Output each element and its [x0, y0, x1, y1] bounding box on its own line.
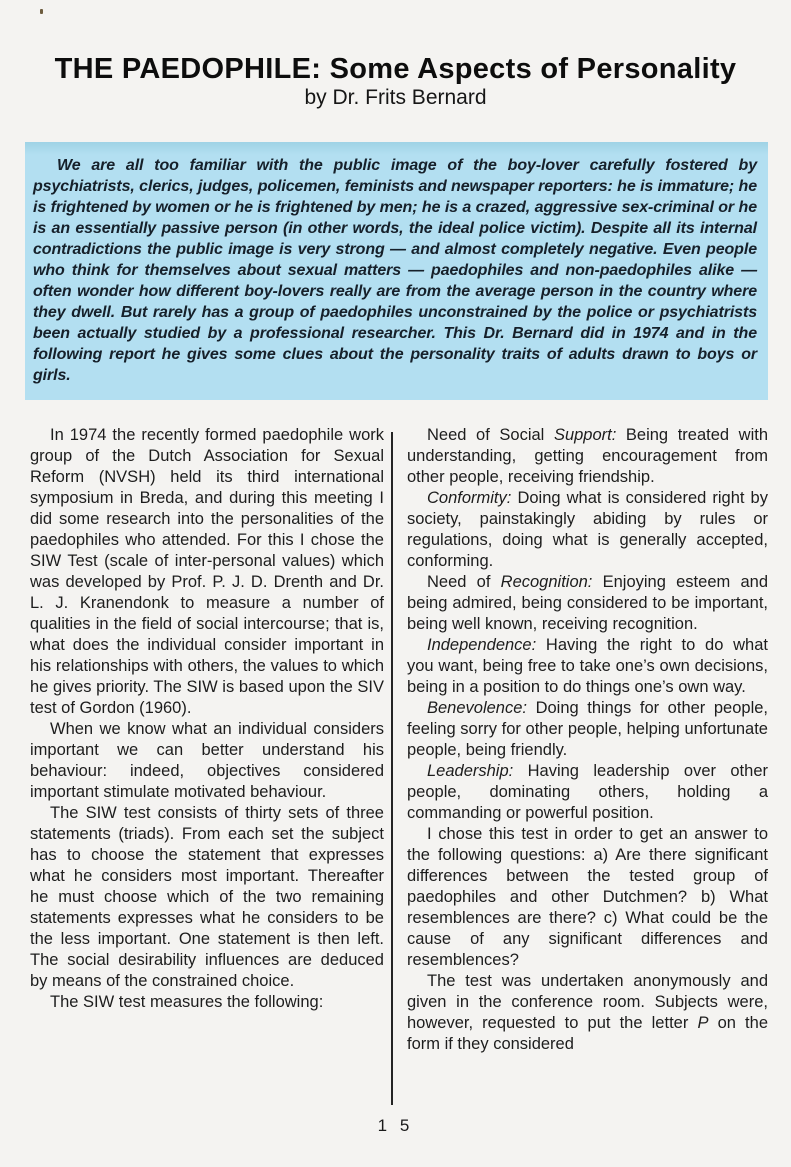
right-column	[393, 425, 768, 1105]
body-text: The test was undertaken anonymously and given in the conference room. Subjects were, however, requested to put the letter	[407, 972, 768, 1032]
paragraph	[30, 803, 384, 992]
body-text: Being treated with understanding, getting encouragement from other people, receiving friendship.	[407, 426, 769, 486]
emphasized-text: Benevolence:	[427, 699, 527, 717]
body-text: Doing things for other people, feeling sorry for other people, helping unfortunate people, being friendly.	[407, 699, 768, 759]
body-text: Having leadership over other people, dominating others, holding a commanding or powerful position.	[407, 762, 768, 822]
print-speck	[40, 9, 43, 14]
paragraph	[30, 719, 384, 803]
paragraph	[30, 425, 384, 719]
paragraph	[407, 824, 768, 971]
paragraph	[407, 698, 768, 761]
left-column	[30, 425, 384, 1105]
emphasized-text: Conformity:	[427, 489, 512, 507]
intro-text: We are all too familiar with the public image of the boy-lover carefully fostered by psychiatrists, clerics, judges, policemen, feminists and newspaper reporters: he is immature; he is frightened by women or he is frightened by men; he is a crazed, aggressive sex-criminal or he is an essentially passive person (in other words, the ideal police victim). Despite all its internal contradictions the public image is very strong — and almost completely negative. Even people who think for themselves about sexual matters — paedophiles and non-paedophiles alike — often wonder how different boy-lovers really are from the average person in the country where they dwell. But rarely has a group of paedophiles unconstrained by the police or psychiatrists been actually studied by a professional researcher. This Dr. Bernard did in 1974 and in the following report he gives some clues about the personality traits of adults drawn to boys or girls.	[33, 157, 757, 384]
body-text: The SIW test consists of thirty sets of three statements (triads). From each set the subject has to choose the statement that expresses what he considers most important. Thereafter he must choose which of the two remaining statements expresses what he considers to be the less important. One statement is then left. The social desirability influences are deduced by means of the constrained choice.	[30, 804, 384, 990]
body-text: Need of	[427, 573, 501, 591]
body-text: Need of Social	[427, 426, 554, 444]
paragraph	[407, 425, 768, 488]
emphasized-text: Support:	[553, 426, 617, 444]
emphasized-text: P	[697, 1014, 709, 1032]
byline: by Dr. Frits Bernard	[304, 86, 487, 109]
emphasized-text: Independence:	[427, 636, 537, 654]
body-text: I chose this test in order to get an answer to the following questions: a) Are there significant differences between the tested group of paedophiles and other Dutchmen? b) What resemblences are there? c) What could be the cause of any significant differences and resemblences?	[407, 825, 768, 969]
body-columns	[30, 425, 768, 1105]
intro-highlight-box	[25, 142, 768, 400]
paragraph	[407, 635, 768, 698]
body-text: The SIW test measures the following:	[50, 993, 324, 1011]
body-text: on the form if they considered	[407, 1014, 768, 1053]
page-number: 1 5	[377, 1116, 414, 1135]
page-title: THE PAEDOPHILE: Some Aspects of Personality	[54, 53, 737, 86]
paragraph	[30, 992, 384, 1013]
emphasized-text: Recognition:	[500, 573, 593, 591]
paragraph	[407, 971, 768, 1055]
body-text: Doing what is considered right by society, painstakingly abiding by rules or regulations, doing what is generally accepted, conforming.	[407, 489, 768, 570]
body-text: Having the right to do what you want, being free to take one’s own decisions, being in a position to do things one’s own way.	[407, 636, 768, 696]
paragraph	[407, 761, 768, 824]
emphasized-text: Leadership:	[427, 762, 514, 780]
body-text: In 1974 the recently formed paedophile work group of the Dutch Association for Sexual Reform (NVSH) held its third international symposium in Breda, and during this meeting I did some research into the personalities of the paedophiles who attended. For this I chose the SIW Test (scale of inter-personal values) which was developed by Prof. P. J. D. Drenth and Dr. L. J. Kranendonk to measure a number of qualities in the field of social intercourse; that is, what does the individual consider important in his relationships with others, the values to which he gives priority. The SIW is based upon the SIV test of Gordon (1960).	[30, 426, 384, 717]
paragraph	[407, 488, 768, 572]
body-text: When we know what an individual considers important we can better understand his behaviour: indeed, objectives considered important stimulate motivated behaviour.	[30, 720, 384, 801]
paragraph	[407, 572, 768, 635]
body-text: Enjoying esteem and being admired, being considered to be important, being well known, receiving recognition.	[407, 573, 768, 633]
